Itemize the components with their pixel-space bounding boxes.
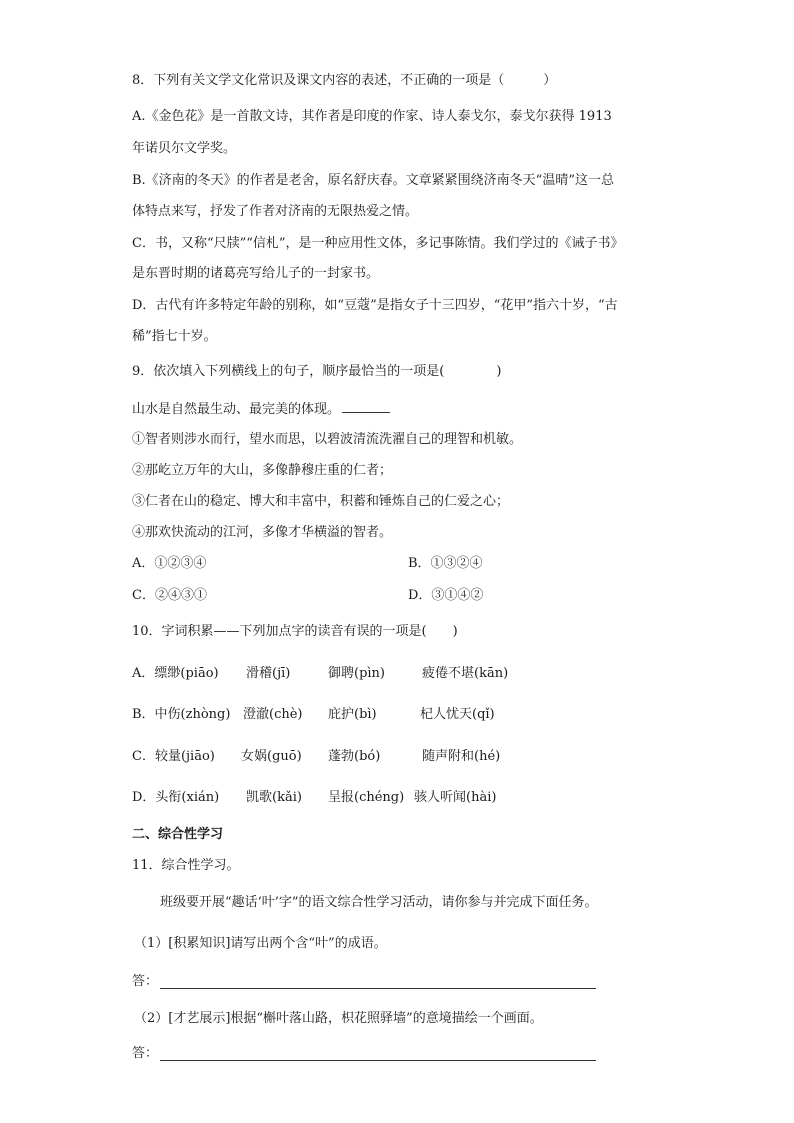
q9-option-c: C．②④③① [132, 588, 207, 603]
q10-c-word3: 蓬勃(bó) [328, 749, 381, 764]
q9-sentence-4: ④那欢快流动的江河，多像才华横溢的智者。 [132, 525, 393, 540]
q11-part-2-answer-label: 答： [132, 1046, 159, 1061]
q9-option-d: D．③①④② [408, 588, 484, 603]
q9-fill-blank [342, 400, 390, 413]
q9-sentence-3: ③仁者在山的稳定、博大和丰富中，积蓄和锤炼自己的仁爱之心； [132, 494, 510, 509]
q10-b-word1: B．中伤(zhòng) [132, 707, 231, 722]
q10-a-word3: 御聘(pìn) [328, 666, 385, 681]
q9-stem: 9．依次填入下列横线上的句子，顺序最恰当的一项是( ) [132, 364, 502, 379]
q9-lead-sentence [132, 400, 390, 419]
q11-part-2-prompt: （2）[才艺展示]根据“槲叶落山路，枳花照驿墙”的意境描绘一个画面。 [134, 1011, 543, 1026]
q11-part-1-answer-line[interactable] [160, 988, 596, 989]
q11-intro: 班级要开展“趣话‘叶’字”的语文综合性学习活动，请你参与并完成下面任务。 [160, 895, 598, 910]
q8-stem: 8．下列有关文学文化常识及课文内容的表述，不正确的一项是（ ） [132, 73, 557, 88]
q10-c-word4: 随声附和(hé) [422, 749, 501, 764]
q8-option-c-line1: C．书，又称“尺牍”“信札”，是一种应用性文体，多记事陈情。我们学过的《诫子书》 [132, 236, 624, 251]
q9-sentence-2: ②那屹立万年的大山，多像静穆庄重的仁者； [132, 463, 393, 478]
q10-a-word4: 疲倦不堪(kān) [422, 666, 509, 681]
section-2-title: 二、综合性学习 [132, 827, 224, 842]
q10-a-word2: 滑稽(jī) [246, 666, 291, 681]
q10-b-word3: 庇护(bì) [328, 707, 377, 722]
q10-d-word4: 骇人听闻(hài) [414, 790, 497, 805]
q8-option-c-line2: 是东晋时期的诸葛亮写给儿子的一封家书。 [132, 266, 380, 281]
q10-stem: 10．字词积累——下列加点字的读音有误的一项是( ) [132, 624, 458, 639]
q10-b-word2: 澄澈(chè) [243, 707, 303, 722]
q8-option-a-line1: A.《金色花》是一首散文诗，其作者是印度的作家、诗人泰戈尔，泰戈尔获得 1913 [132, 109, 612, 124]
q11-part-1-prompt: （1）[积累知识]请写出两个含“叶”的成语。 [134, 936, 387, 951]
q11-stem: 11．综合性学习。 [132, 858, 240, 873]
q11-part-1-answer-label: 答： [132, 974, 159, 989]
q10-c-word2: 女娲(guō) [241, 749, 302, 764]
q9-sentence-1: ①智者则涉水而行，望水而思，以碧波清流洗濯自己的理智和机敏。 [132, 432, 523, 447]
q8-option-d-line1: D．古代有许多特定年龄的别称，如“豆蔻”是指女子十三四岁，“花甲”指六十岁，“古 [132, 298, 618, 313]
q8-option-b-line1: B.《济南的冬天》的作者是老舍，原名舒庆春。文章紧紧围绕济南冬天“温晴”这一总 [132, 173, 614, 188]
q9-option-a: A．①②③④ [132, 556, 207, 571]
q8-option-a-line2: 年诺贝尔文学奖。 [132, 141, 237, 156]
q10-a-word1: A．缥缈(piāo) [132, 666, 219, 681]
q8-option-b-line2: 体特点来写，抒发了作者对济南的无限热爱之情。 [132, 204, 419, 219]
q10-b-word4: 杞人忧天(qǐ) [420, 707, 495, 722]
q8-option-d-line2: 稀”指七十岁。 [132, 329, 217, 344]
q9-option-b: B．①③②④ [408, 556, 483, 571]
q11-part-2-answer-line[interactable] [160, 1060, 596, 1061]
q10-d-word1: D．头衔(xián) [132, 790, 220, 805]
q10-d-word3: 呈报(chéng) [328, 790, 405, 805]
q10-c-word1: C．较量(jiāo) [132, 749, 215, 764]
q9-lead-text: 山水是自然最生动、最完美的体现。 [132, 402, 341, 417]
q10-d-word2: 凯歌(kǎi) [246, 790, 302, 805]
